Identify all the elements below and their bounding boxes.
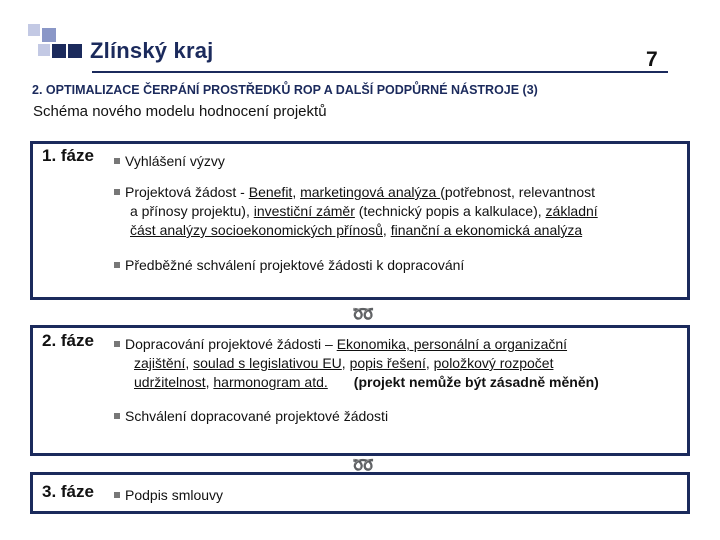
- square-bullet-icon: [114, 189, 120, 195]
- square-bullet-icon: [114, 341, 120, 347]
- phase-2-label: 2. fáze: [42, 331, 94, 350]
- loop-arrow-icon: ➿: [352, 455, 375, 475]
- page-number: 7: [646, 48, 658, 71]
- logo-text: Zlínský kraj: [90, 38, 214, 63]
- zlinsky-kraj-logo-icon: [28, 24, 80, 64]
- loop-arrow-icon: ➿: [352, 304, 375, 324]
- slide-heading: 2. OPTIMALIZACE ČERPÁNÍ PROSTŘEDKŮ ROP A DALŠÍ PODPŮRNÉ NÁSTROJE (3): [32, 83, 538, 97]
- phase-1-bullet-1: Vyhlášení výzvy: [114, 152, 225, 171]
- square-bullet-icon: [114, 492, 120, 498]
- slide-subheading: Schéma nového modelu hodnocení projektů: [33, 103, 327, 120]
- phase-3-bullet-1: Podpis smlouvy: [114, 486, 223, 505]
- phase-3-label: 3. fáze: [42, 482, 94, 501]
- phase-1-bullet-2: Projektová žádost - Benefit, marketingová analýza (potřebnost, relevantnost a přínosy projektu), investiční záměr (technický popis a kalkulace), základní část analýzy socioekonomických přínosů, finanční a ekonomická analýza: [114, 183, 674, 240]
- square-bullet-icon: [114, 158, 120, 164]
- square-bullet-icon: [114, 413, 120, 419]
- phase-2-bullet-2: Schválení dopracované projektové žádosti: [114, 407, 388, 426]
- header-rule: [92, 71, 668, 73]
- phase-2-bullet-1: Dopracování projektové žádosti – Ekonomika, personální a organizační zajištění, soulad s legislativou EU, popis řešení, položkový rozpočet udržitelnost, harmonogram atd. (projekt nemůže být zásadně měněn): [114, 335, 689, 392]
- square-bullet-icon: [114, 262, 120, 268]
- phase-1-label: 1. fáze: [42, 146, 94, 165]
- phase-1-bullet-3: Předběžné schválení projektové žádosti k dopracování: [114, 256, 464, 275]
